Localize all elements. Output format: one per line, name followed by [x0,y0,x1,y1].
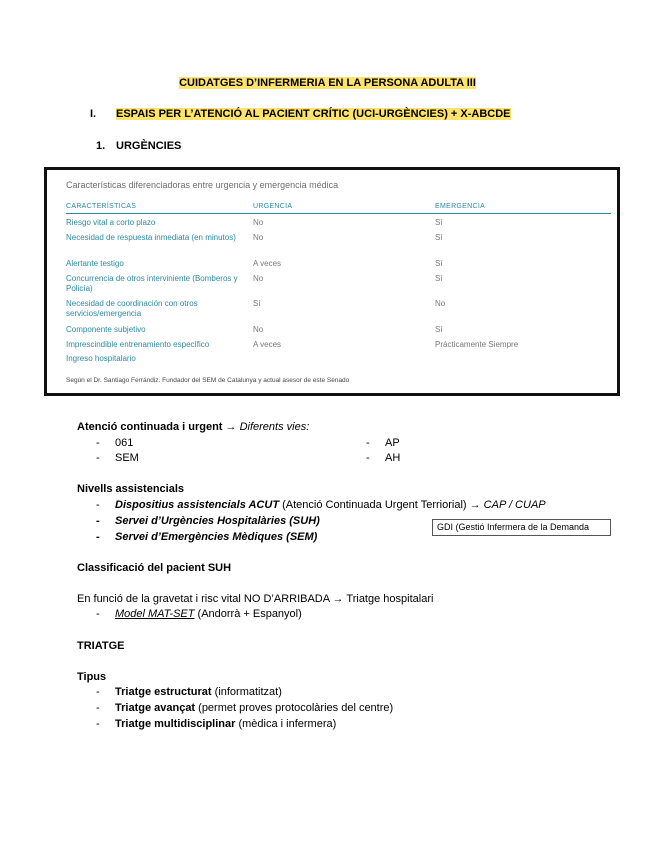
section-title: ESPAIS PER L’ATENCIÓ AL PACIENT CRÍTIC (UCI-URGÈNCIES) + X-ABCDE [116,108,511,120]
subsection-number: 1. [96,140,106,152]
table-header-characteristics: CARACTERÍSTICAS [66,203,137,210]
list-item: - SEM [96,452,139,464]
list-item: - 061 [96,437,134,449]
subsection-heading [96,140,181,152]
section-heading [90,108,511,120]
section-number: I. [90,108,97,120]
list-item: - Servei d’Emergències Mèdiques (SEM) [96,531,318,543]
tipus-heading: Tipus [77,671,107,683]
list-item: - Triatge avançat (permet proves protocolàries del centre) [96,702,394,714]
list-item: - AH [366,452,401,464]
classificacio-text: En funció de la gravetat i risc vital NO D’ARRIBADA → Triatge hospitalari [77,593,434,605]
table-header-rule [66,213,611,214]
atencio-line: Atenció continuada i urgent → Diferents vies: [77,421,310,433]
nivells-heading: Nivells assistencials [77,483,185,495]
list-item: - Model MAT-SET (Andorrà + Espanyol) [96,608,302,620]
figure-footnote: Según el Dr. Santiago Ferrándiz. Fundador del SEM de Catalunya y actual asesor de este Senado [66,377,350,384]
table-header-urgency: URGENCIA [253,203,293,210]
list-item: - Triatge multidisciplinar (mèdica i infermera) [96,718,337,730]
list-item: - Servei d’Urgències Hospitalàries (SUH) [96,515,320,527]
table-header-emergency: EMERGENCIA [435,203,486,210]
document-title: CUIDATGES D’INFERMERIA EN LA PERSONA ADULTA III [179,77,476,89]
list-item: - Triatge estructurat (informatitzat) [96,686,282,698]
classificacio-heading: Classificació del pacient SUH [77,562,232,574]
list-item: - Dispositius assistencials ACUT (Atenció Continuada Urgent Terriorial) → CAP / CUAP [96,499,546,511]
gdi-note-box: GDI (Gestió Infermera de la Demanda [432,519,611,536]
figure-title: Características diferenciadoras entre urgencia y emergencia médica [66,180,339,190]
urgency-table-figure: Características diferenciadoras entre urgencia y emergencia médica CARACTERÍSTICAS URGENCIA EMERGENCIA Riesgo vital a corto plazo No Sí Necesidad de respuesta inmediata (en minutos) No Sí Alertante testigo A veces Sí Concurrencia de otros interviniente (Bomberos y Policía) No Sí Necesidad de coordinación con otros servicios/emergencia Sí No Componente subjetivo No Sí Imprescindible entrenamiento específico A veces Prácticamente Siempre Ingreso hospitalario Según el Dr. Santiago Ferrándiz. Fundador del SEM de Catalunya y actual asesor de este Senado [44,167,620,396]
model-mat-set-link[interactable]: Model MAT-SET [115,608,195,620]
triatge-heading: TRIATGE [77,640,125,652]
subsection-title: URGÈNCIES [116,140,182,152]
list-item: - AP [366,437,400,449]
